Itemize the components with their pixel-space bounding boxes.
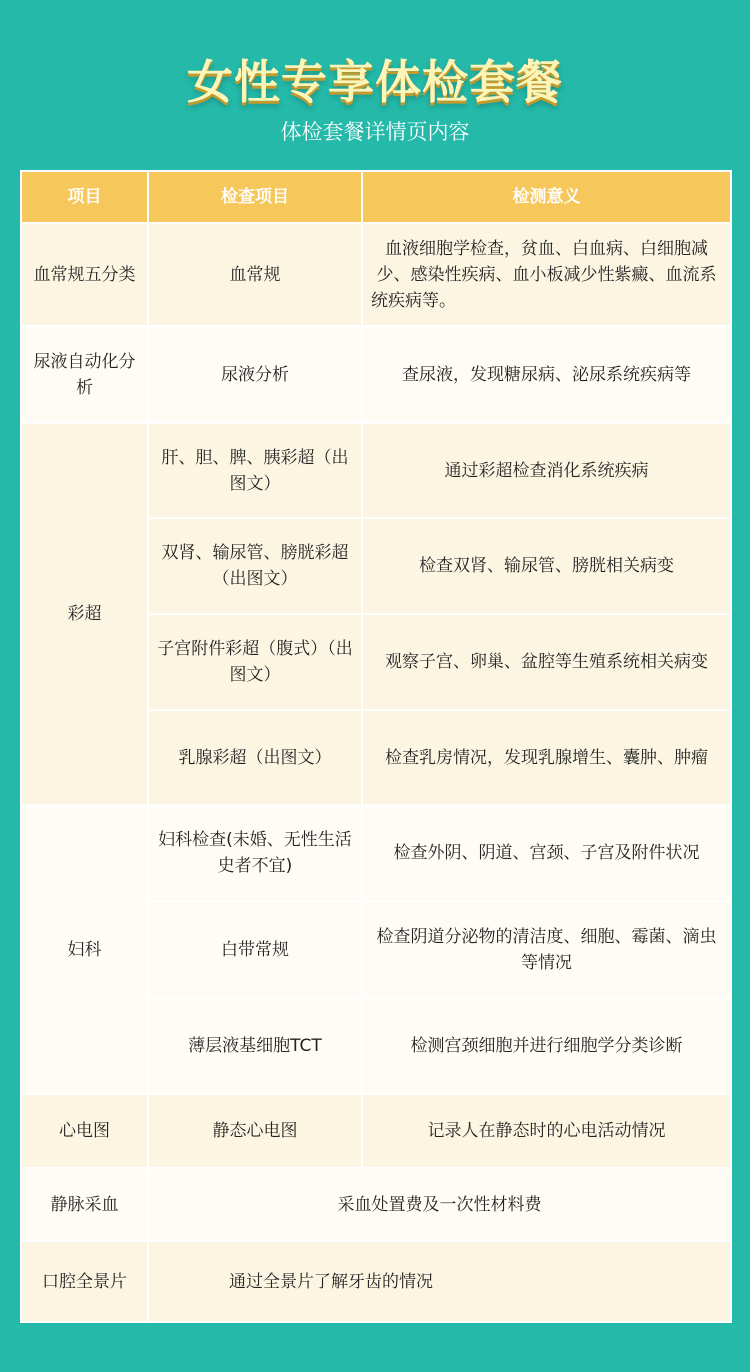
meaning-cell: 检查阴道分泌物的清洁度、细胞、霉菌、滴虫等情况 xyxy=(362,901,731,998)
table-row xyxy=(21,805,731,901)
category-cell: 血常规五分类 xyxy=(21,223,148,326)
category-cell: 尿液自动化分析 xyxy=(21,326,148,423)
table-row xyxy=(21,1168,731,1241)
category-cell: 彩超 xyxy=(21,423,148,805)
meaning-cell: 检查乳房情况，发现乳腺增生、囊肿、肿瘤 xyxy=(362,710,731,805)
column-header-category: 项目 xyxy=(21,171,148,223)
meaning-cell: 查尿液，发现糖尿病、泌尿系统疾病等 xyxy=(362,326,731,423)
table-row xyxy=(21,423,731,518)
table-row xyxy=(21,1241,731,1322)
exam-item-cell: 子宫附件彩超（腹式）（出图文） xyxy=(148,614,362,710)
exam-item-cell: 静态心电图 xyxy=(148,1094,362,1168)
table-row xyxy=(21,326,731,423)
exam-item-cell: 肝、胆、脾、胰彩超（出图文） xyxy=(148,423,362,518)
table-header-row xyxy=(21,171,731,223)
exam-item-cell: 双肾、输尿管、膀胱彩超（出图文） xyxy=(148,518,362,614)
category-cell: 静脉采血 xyxy=(21,1168,148,1241)
category-cell: 心电图 xyxy=(21,1094,148,1168)
exam-item-cell: 妇科检查(未婚、无性生活史者不宜) xyxy=(148,805,362,901)
meaning-cell: 检查双肾、输尿管、膀胱相关病变 xyxy=(362,518,731,614)
meaning-cell: 检查外阴、阴道、宫颈、子宫及附件状况 xyxy=(362,805,731,901)
table-row xyxy=(21,223,731,326)
category-cell: 妇科 xyxy=(21,805,148,1094)
meaning-cell: 通过彩超检查消化系统疾病 xyxy=(362,423,731,518)
exam-item-cell: 尿液分析 xyxy=(148,326,362,423)
exam-item-cell: 血常规 xyxy=(148,223,362,326)
exam-item-cell: 白带常规 xyxy=(148,901,362,998)
table-row xyxy=(21,1094,731,1168)
meaning-cell: 血液细胞学检查，贫血、白血病、白细胞减少、感染性疾病、血小板减少性紫癜、血流系统疾病等。 xyxy=(362,223,731,326)
exam-package-table xyxy=(20,170,732,1323)
column-header-meaning: 检测意义 xyxy=(362,171,731,223)
page-title: 女性专享体检套餐 xyxy=(187,55,563,109)
page-subtitle: 体检套餐详情页内容 xyxy=(280,120,470,144)
category-cell: 口腔全景片 xyxy=(21,1241,148,1322)
merged-meaning-cell: 采血处置费及一次性材料费 xyxy=(148,1168,731,1241)
meaning-cell: 记录人在静态时的心电活动情况 xyxy=(362,1094,731,1168)
column-header-exam-item: 检查项目 xyxy=(148,171,362,223)
meaning-cell: 观察子宫、卵巢、盆腔等生殖系统相关病变 xyxy=(362,614,731,710)
exam-item-cell: 乳腺彩超（出图文） xyxy=(148,710,362,805)
merged-meaning-cell: 通过全景片了解牙齿的情况 xyxy=(148,1241,731,1322)
exam-item-cell: 薄层液基细胞TCT xyxy=(148,998,362,1094)
meaning-cell: 检测宫颈细胞并进行细胞学分类诊断 xyxy=(362,998,731,1094)
